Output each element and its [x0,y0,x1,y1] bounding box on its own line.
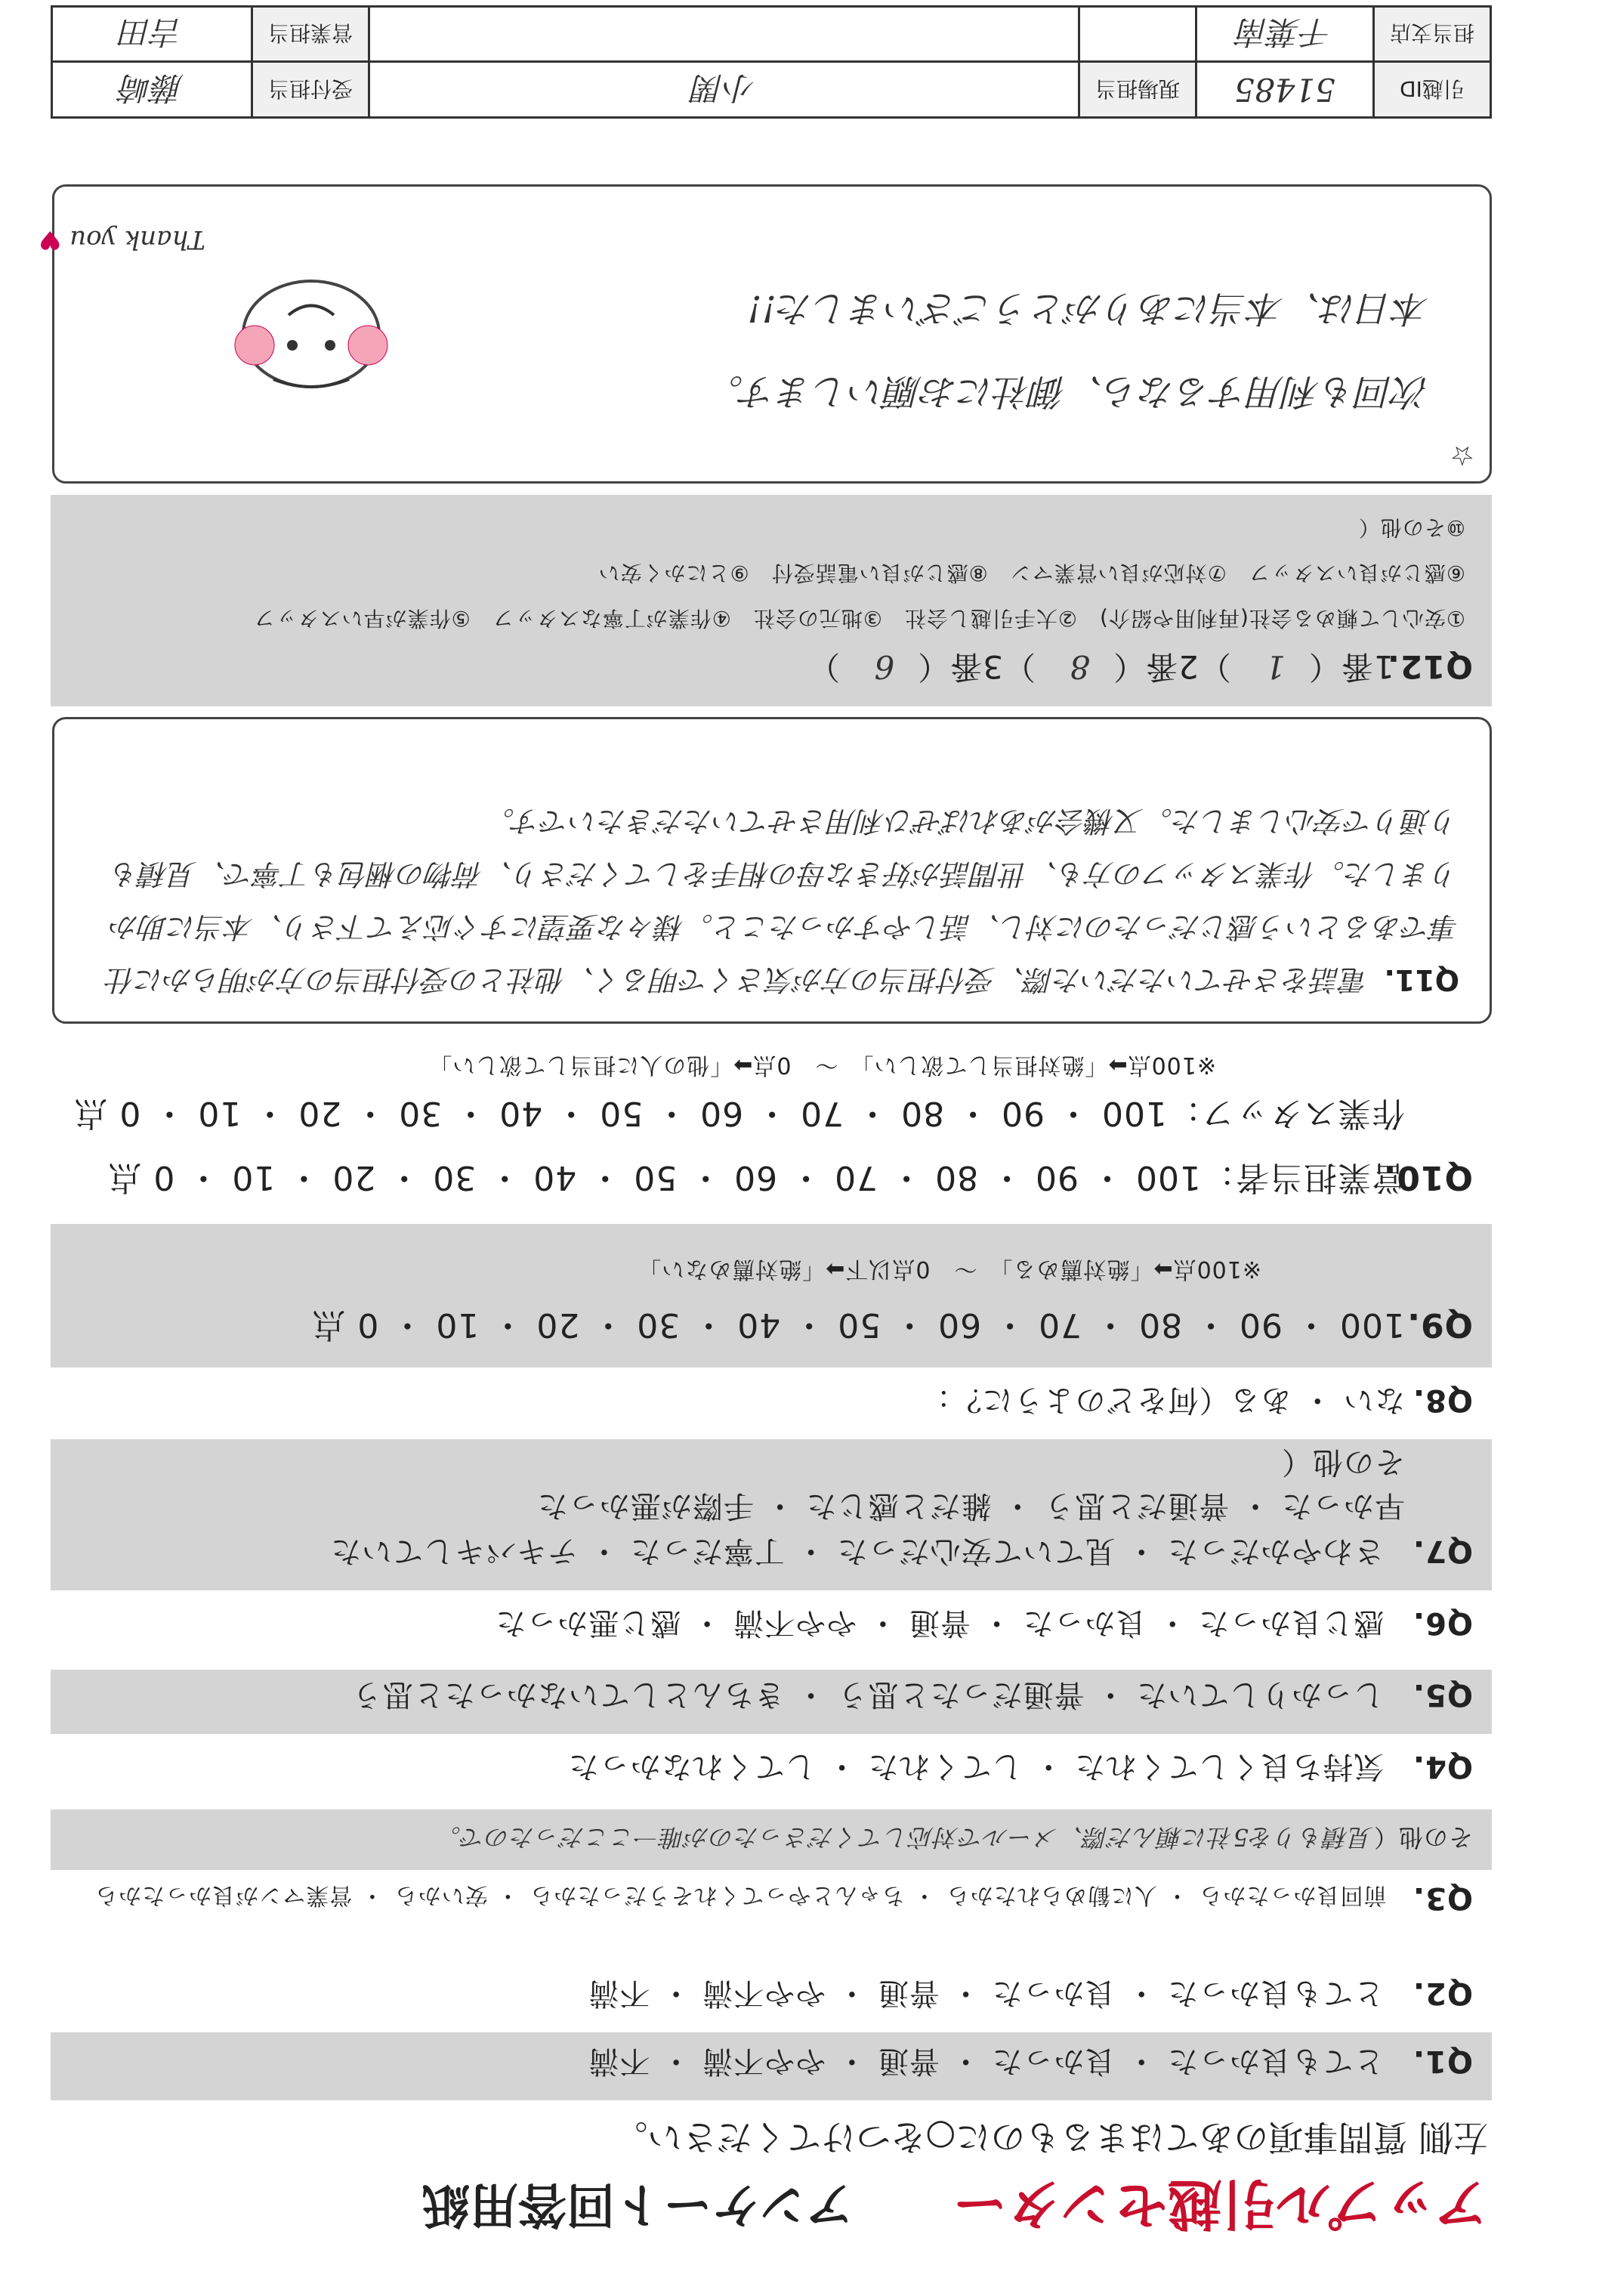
q5-option[interactable]: しっかりしていた [1136,1677,1385,1712]
q6-option[interactable]: 感じ良かった [1198,1605,1385,1640]
office-use-table [51,5,1492,119]
q6-option[interactable]: 感じ悪かった [495,1605,681,1640]
smiley-doodle-icon [221,255,402,436]
q10-sales-scale[interactable]: 100 ・ 90 ・ 80 ・ 70 ・ 60 ・ 50 ・ 40 ・ 30 ・ 20 ・ 10 ・ 0 点 [107,1158,1201,1197]
q3-other-answer[interactable]: 見積もりを5社に頼んだ際、メールで対応してくださったのが唯一ここだったので。 [435,1823,1373,1852]
comment-line-2[interactable]: 本日は、本当にありがとうございました!! [747,287,1429,329]
star-icon: ☆ [1450,440,1474,471]
q10-row2: 作業スタッフ：100 ・ 90 ・ 80 ・ 70 ・ 60 ・ 50 ・ 40 ・ 30 ・ 20 ・ 10 ・ 0 点 [73,1094,1405,1133]
q5-row: Q5. しっかりしていた・ 普通だったと思う・ きちんとしていなかったと思う [350,1677,1473,1712]
q4-option[interactable]: 気持ち良くしてくれた [1074,1749,1385,1784]
label-move-id: 引越ID [1374,62,1491,118]
q7-row2: 早かった・ 普通だと思う・ 雑だと感じた・ 手際が悪かった [536,1488,1405,1523]
q7-option[interactable]: 普通だと思う [1043,1488,1230,1523]
q4-row: Q4. 気持ち良くしてくれた・ してくれた・ してくれなかった [567,1749,1473,1784]
q12-pick-2[interactable]: 8 [1069,648,1091,685]
q3-option[interactable]: ちゃんとやってくれそうだったから [529,1882,905,1908]
q10-staff-scale[interactable]: 100 ・ 90 ・ 80 ・ 70 ・ 60 ・ 50 ・ 40 ・ 30 ・ 20 ・ 10 ・ 0 点 [73,1094,1167,1133]
q3-row: Q3. 前回良かったから・ 人に勧められたから・ ちゃんとやってくれそうだったから・ 安いから・ 営業マンが良かったから [94,1880,1473,1915]
q2-option[interactable]: やや不満 [702,1976,826,2010]
label-reception: 受付担当 [252,62,369,118]
value-branch[interactable]: 千葉南 [1196,7,1374,63]
value-reception[interactable]: 藤崎 [52,62,252,118]
instructions: 左側 質問事項のあてはまるものに○をつけてください。 [613,2117,1488,2158]
q1-row: Q1. とても良かった・ 良かった・ 普通・ やや不満・ 不満 [588,2044,1473,2078]
q1-option[interactable]: やや不満 [702,2044,826,2078]
q12-choices-2: ⑥感じが良いスタッフ ⑦対応が良い営業マン ⑧感じが良い電話受付 ⑨とにかく安い [597,561,1465,586]
q2-option[interactable]: 普通 [877,1976,940,2010]
q7-option[interactable]: 雑だと感じた [805,1488,992,1523]
q2-row: Q2. とても良かった・ 良かった・ 普通・ やや不満・ 不満 [588,1976,1473,2010]
q6-option[interactable]: やや不満 [733,1605,857,1640]
heart-icon: ♥ [38,224,62,255]
q7-option[interactable]: さわやかだった [1167,1534,1385,1568]
q12-choices-1: ①安心して頼める会社(再利用や紹介) ②大手引越し会社 ③地元の会社 ④作業が丁寧なスタッフ ⑤作業が早いスタッフ [253,606,1465,631]
value-site-staff[interactable]: 小関 [369,62,1079,118]
value-move-id[interactable]: 51485 [1196,62,1374,118]
brand-logo: アップル引越センター [952,2172,1488,2236]
q9-row: Q9.100 ・ 90 ・ 80 ・ 70 ・ 60 ・ 50 ・ 40 ・ 30 ・ 20 ・ 10 ・ 0 点 [311,1306,1473,1344]
q11-box: Q11.電話をさせていただいた際、受付担当の方が気さくで明るく、他社との受付担当の方が明らかに仕事であるという感じだったのに対し、話しやすかったこと。様々な要望にすぐ応えて下さり、本当に助かりました。作業スタッフの方も、世間話が好きな母の相手をしてくださり、荷物の梱包も丁寧で、見積もり通りで安心しました。又機会があればぜひ利用させていただきたいです。 [52,717,1492,1024]
q5-option[interactable]: きちんとしていなかったと思う [350,1677,785,1712]
q7-option[interactable]: 早かった [1281,1488,1405,1523]
q3-option[interactable]: 人に勧められたから [946,1882,1157,1908]
q12-pick-3[interactable]: 6 [873,648,895,685]
q2-option[interactable]: 不満 [588,1976,650,2010]
q7-option[interactable]: 手際が悪かった [536,1488,754,1523]
value-sales[interactable]: 吉田 [52,7,252,63]
q9-note: ※100点➡「絶対薦める」 〜 0点以下➡「絶対薦めない」 [638,1256,1261,1282]
q7-row1: Q7. さわやかだった・ 見ていて安心だった・ 丁寧だった・ テキパキしていた [330,1534,1473,1568]
comment-box [38,184,1492,484]
q8-row: Q8.ない ・ ある（何をどのように？： [919,1383,1473,1417]
q10-note: ※100点➡「絶対担当して欲しい」 〜 0点➡「他の人に担当して欲しい」 [428,1052,1216,1078]
form-title: アンケート回答用紙 [421,2176,854,2232]
q7-option[interactable]: 丁寧だった [629,1534,785,1568]
q1-option[interactable]: 不満 [588,2044,650,2078]
q2-option[interactable]: 良かった [991,1976,1116,2010]
q3-option[interactable]: 安いから [394,1882,488,1908]
q3-option[interactable]: 営業マンが良かったから [94,1882,353,1908]
q8-text[interactable]: ない ・ ある（何をどのように？： [919,1383,1405,1417]
q4-option[interactable]: してくれなかった [567,1749,816,1784]
label-site-staff: 現場担当 [1079,62,1196,118]
q5-option[interactable]: 普通だったと思う [836,1677,1085,1712]
q7-option[interactable]: 見ていて安心だった [836,1534,1116,1568]
q4-option[interactable]: してくれた [867,1749,1023,1784]
q6-row: Q6. 感じ良かった・ 良かった・ 普通・ やや不満・ 感じ悪かった [495,1605,1473,1640]
q11-answer[interactable]: 電話をさせていただいた際、受付担当の方が気さくで明るく、他社との受付担当の方が明らかに仕事であるという感じだったのに対し、話しやすかったこと。様々な要望にすぐ応えて下さり、本当に助かりました。作業スタッフの方も、世間話が好きな母の相手をしてくださり、荷物の梱包も丁寧で、見積もり通りで安心しました。又機会があればぜひ利用させていただきたいです。 [107,805,1459,997]
q1-option[interactable]: 良かった [991,2044,1116,2078]
q7-option[interactable]: テキパキしていた [330,1534,579,1568]
comment-line-1[interactable]: 次回も利用するなら、御社にお願いします。 [706,370,1429,413]
q7-other[interactable]: その他（ [1281,1445,1405,1479]
label-branch: 担当支店 [1374,7,1491,63]
q3-other: その他（見積もりを5社に頼んだ際、メールで対応してくださったのが唯一ここだったので。 [435,1823,1473,1852]
q12-choices-3: ⑩その他（ [1357,515,1465,540]
q6-option[interactable]: 良かった [1022,1605,1147,1640]
q10-row1: Q10.営業担当者：100 ・ 90 ・ 80 ・ 70 ・ 60 ・ 50 ・ 40 ・ 30 ・ 20 ・ 10 ・ 0 点 [107,1158,1473,1197]
q6-option[interactable]: 普通 [908,1605,971,1640]
q12-pick-1[interactable]: 1 [1264,648,1286,685]
thank-you-note: Thank you ♥ [38,224,205,255]
q12-ranks: Q12. 1番（1 ）2番（8 ）3番（6 ） [807,648,1473,685]
q1-option[interactable]: とても良かった [1167,2044,1385,2078]
q2-option[interactable]: とても良かった [1167,1976,1385,2010]
q1-option[interactable]: 普通 [877,2044,940,2078]
q9-scale[interactable]: 100 ・ 90 ・ 80 ・ 70 ・ 60 ・ 50 ・ 40 ・ 30 ・ 20 ・ 10 ・ 0 点 [311,1306,1405,1344]
q3-option[interactable]: 前回良かったから [1199,1882,1387,1908]
label-sales: 営業担当 [252,7,369,63]
